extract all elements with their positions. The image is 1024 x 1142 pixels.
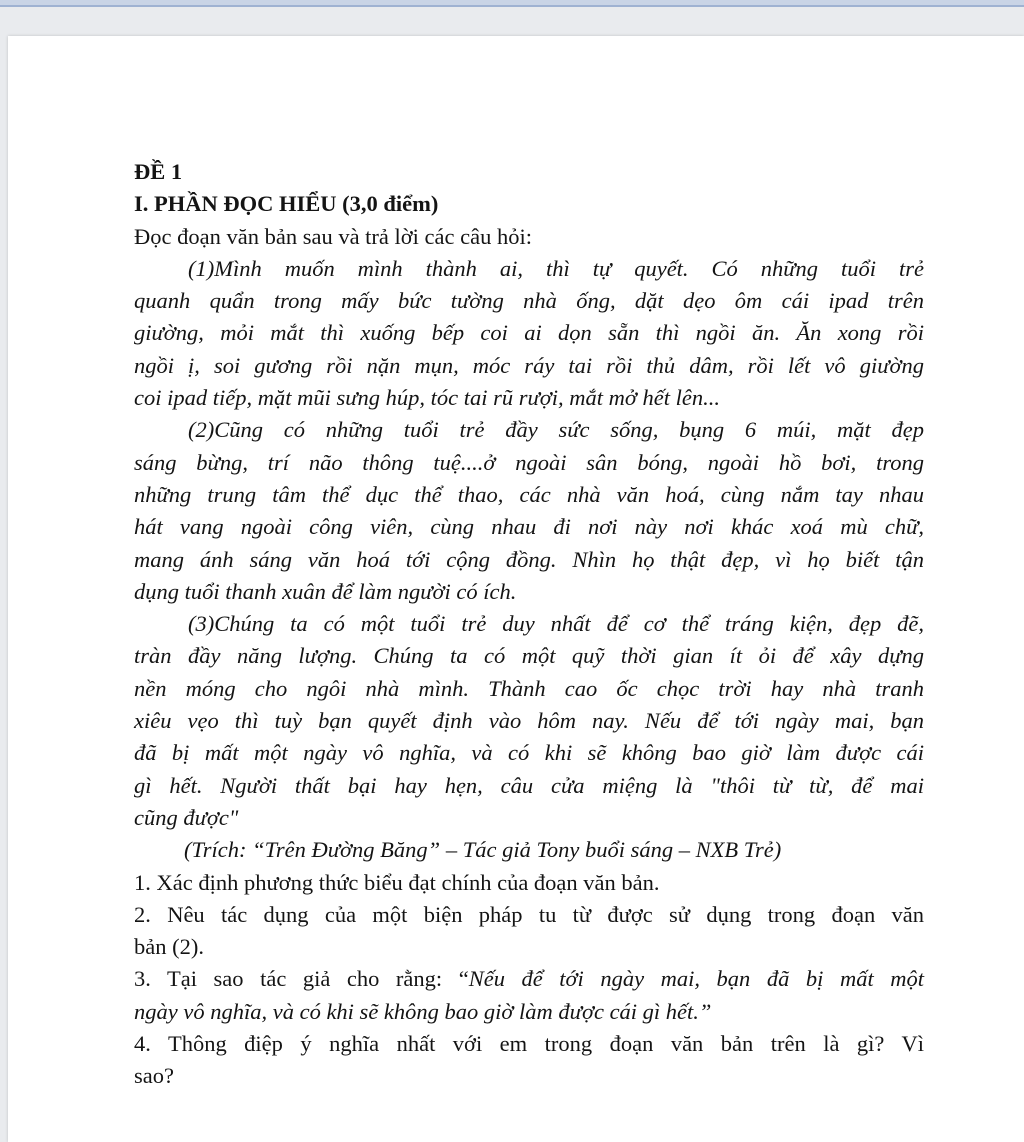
exam-title: ĐỀ 1 [134,159,183,184]
question-1: 1. Xác định phương thức biểu đạt chính của đoạn văn bản. [134,869,660,895]
question-4: 4. Thông điệp ý nghĩa nhất với em trong đoạn văn bản trên là gì? Vì [134,1031,924,1057]
instruction: Đọc đoạn văn bản sau và trả lời các câu hỏi: [134,223,532,249]
section-title: I. PHẦN ĐỌC HIỂU (3,0 điểm) [134,191,439,217]
passage-line: đã bị mất một ngày vô nghĩa, và có khi sẽ không bao giờ làm được cái [134,740,924,766]
window-top-border [0,0,1024,5]
question-2: 2. Nêu tác dụng của một biện pháp tu từ được sử dụng trong đoạn văn [134,901,924,927]
question-3-quote: Nếu để tới ngày mai, bạn đã bị mất một [468,966,924,992]
question-3-cont: ngày vô nghĩa, và có khi sẽ không bao giờ làm được cái gì hết.” [134,998,712,1024]
passage-line: ngồi ị, soi gương rồi nặn mụn, móc ráy tai rồi thủ dâm, rồi lết vô giường [134,352,924,378]
passage-line: giường, mỏi mắt thì xuống bếp coi ai dọn sẵn thì ngồi ăn. Ăn xong rồi [134,320,924,346]
passage-line: gì hết. Người thất bại hay hẹn, câu cửa miệng là "thôi từ từ, để mai [134,772,924,798]
passage-line: mang ánh sáng văn hoá tới cộng đồng. Nhìn họ thật đẹp, vì họ biết tận [134,546,924,572]
document-content [134,156,924,1093]
question-3-lead: 3. Tại sao tác giả cho rằng: “ [134,966,469,992]
document-page [8,36,1024,1142]
citation: (Trích: “Trên Đường Băng” – Tác giả Tony buổi sáng – NXB Trẻ) [184,837,782,863]
passage-line: xiêu vẹo thì tuỳ bạn quyết định vào hôm nay. Nếu để tới ngày mai, bạn [134,708,924,734]
passage-line: (3)Chúng ta có một tuổi trẻ duy nhất để cơ thể tráng kiện, đẹp đẽ, [188,611,924,637]
passage-line: sáng bừng, trí não thông tuệ....ở ngoài sân bóng, ngoài hồ bơi, trong [134,449,924,475]
passage-line: cũng được" [134,804,239,830]
question-4-cont: sao? [134,1063,174,1089]
passage-line: (2)Cũng có những tuổi trẻ đầy sức sống, bụng 6 múi, mặt đẹp [188,417,924,443]
passage-line: dụng tuổi thanh xuân để làm người có ích. [134,578,517,604]
passage-line: những trung tâm thể dục thể thao, các nhà văn hoá, cùng nắm tay nhau [134,481,924,507]
question-3 [134,963,924,995]
passage-line: quanh quẩn trong mấy bức tường nhà ống, dặt dẹo ôm cái ipad trên [134,288,924,314]
passage-line: hát vang ngoài công viên, cùng nhau đi nơi này nơi khác xoá mù chữ, [134,514,924,540]
question-2-cont: bản (2). [134,934,204,960]
passage-line: (1)Mình muốn mình thành ai, thì tự quyết. Có những tuổi trẻ [188,255,924,281]
passage-line: tràn đầy năng lượng. Chúng ta có một quỹ thời gian ít ỏi để xây dựng [134,643,924,669]
passage-line: nền móng cho ngôi nhà mình. Thành cao ốc chọc trời hay nhà tranh [134,675,924,701]
passage-line: coi ipad tiếp, mặt mũi sưng húp, tóc tai rũ rượi, mắt mở hết lên... [134,385,721,411]
